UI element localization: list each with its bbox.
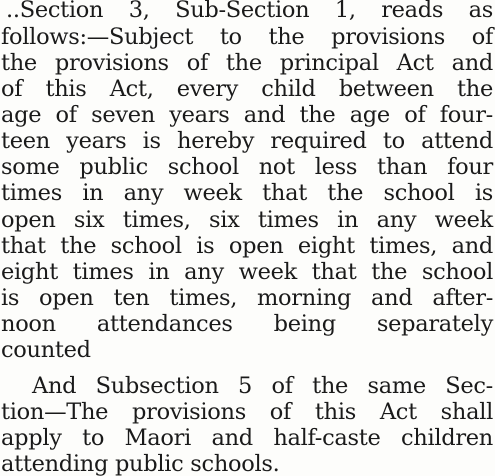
text-line: apply to Maori and half-caste children: [1, 425, 493, 451]
text-line: And Subsection 5 of the same Sec-: [32, 373, 493, 399]
text-line: some public school not less than four: [1, 154, 493, 180]
text-line: tion—The provisions of this Act shall: [1, 399, 493, 425]
text-line: of this Act, every child between the: [1, 76, 493, 102]
text-line: attending public schools.: [1, 451, 280, 476]
text-line: the provisions of the principal Act and: [1, 50, 493, 76]
text-line: noon attendances being separately: [1, 311, 493, 337]
text-line: that the school is open eight times, and: [1, 233, 493, 259]
text-line: age of seven years and the age of four-: [1, 102, 493, 128]
text-line: teen years is hereby required to attend: [1, 128, 493, 154]
text-line: open six times, six times in any week: [1, 207, 493, 233]
text-line: times in any week that the school is: [1, 180, 493, 206]
text-line: eight times in any week that the school: [1, 259, 493, 285]
text-line: is open ten times, morning and after-: [1, 285, 493, 311]
text-line: ..Section 3, Sub-Section 1, reads as: [6, 0, 493, 23]
text-line: counted: [1, 337, 91, 363]
text-line: follows:—Subject to the provisions of: [1, 24, 493, 50]
